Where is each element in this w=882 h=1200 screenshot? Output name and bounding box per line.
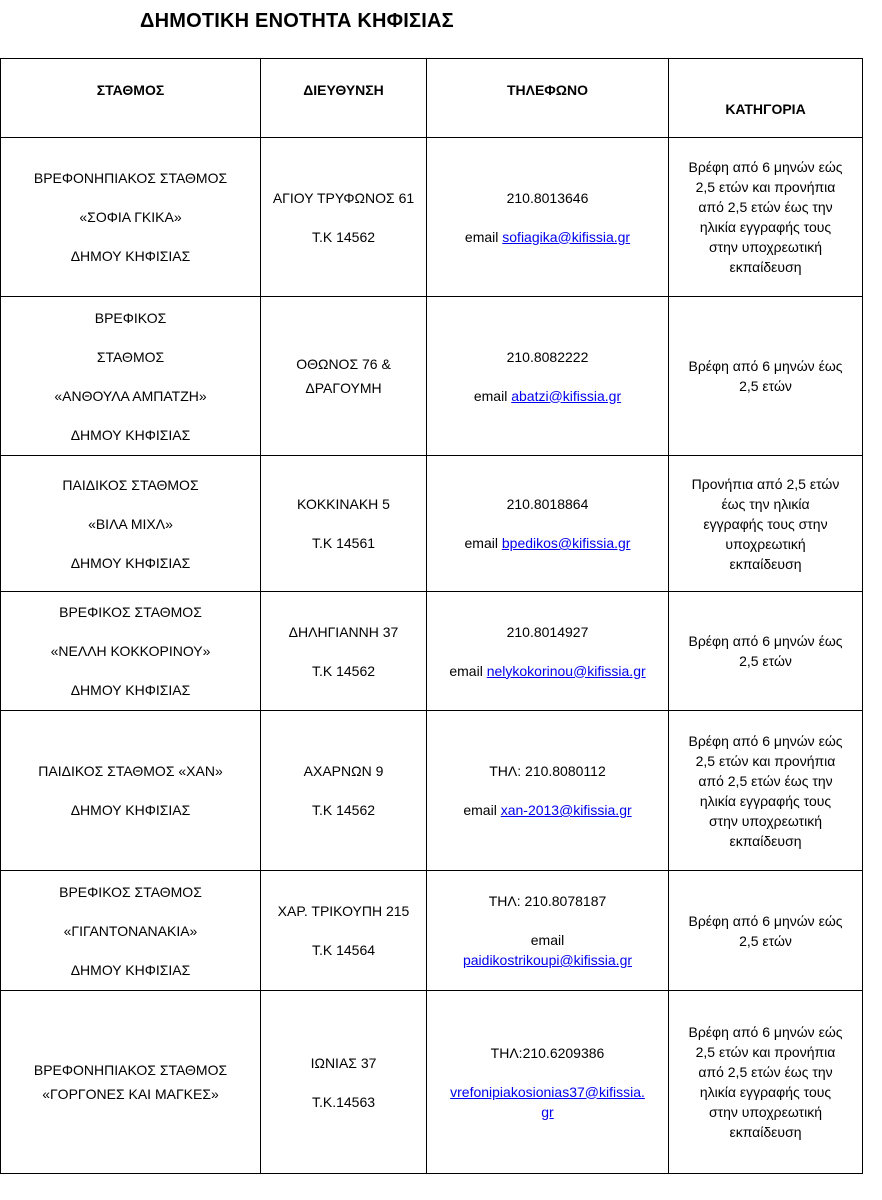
table-row [1, 991, 863, 1174]
phone-cell: 210.8013646 email sofiagika@kifissia.gr [427, 138, 669, 297]
header-category: ΚΑΤΗΓΟΡΙΑ [669, 59, 863, 138]
email-link[interactable]: nelykokorinou@kifissia.gr [486, 662, 646, 679]
station-cell: ΠΑΙΔΙΚΟΣ ΣΤΑΘΜΟΣ «ΒΙΛΑ ΜΙΧΛ» ΔΗΜΟΥ ΚΗΦΙΣΙΑΣ [1, 456, 261, 592]
header-row [1, 59, 863, 138]
phone-number: ΤΗΛ: 210.8078187 [488, 893, 607, 909]
phone-number: 210.8018864 [506, 496, 589, 512]
category-cell: Βρέφη από 6 μηνών εώς 2,5 ετών και προνήπια από 2,5 ετών έως την ηλικία εγγραφής τους στην υποχρεωτική εκπαίδευση [669, 991, 863, 1174]
table-row [1, 297, 863, 456]
table-row [1, 456, 863, 592]
table-row [1, 592, 863, 711]
phone-number: 210.8013646 [506, 189, 589, 206]
address-cell: ΑΓΙΟΥ ΤΡΥΦΩΝΟΣ 61 Τ.Κ 14562 [261, 138, 427, 297]
email-link[interactable]: sofiagika@kifissia.gr [502, 228, 631, 245]
address-cell: ΚΟΚΚΙΝΑΚΗ 5 Τ.Κ 14561 [261, 456, 427, 592]
phone-number: 210.8082222 [506, 348, 589, 365]
phone-cell: 210.8082222 email abatzi@kifissia.gr [427, 297, 669, 456]
address-cell: ΧΑΡ. ΤΡΙΚΟΥΠΗ 215 Τ.Κ 14564 [261, 871, 427, 991]
station-cell: ΒΡΕΦΟΝΗΠΙΑΚΟΣ ΣΤΑΘΜΟΣ «ΣΟΦΙΑ ΓΚΙΚΑ» ΔΗΜΟΥ ΚΗΦΙΣΙΑΣ [1, 138, 261, 297]
category-cell: Βρέφη από 6 μηνών εώς 2,5 ετών [669, 871, 863, 991]
category-cell: Βρέφη από 6 μηνών έως 2,5 ετών [669, 592, 863, 711]
header-phone: ΤΗΛΕΦΩΝΟ [427, 59, 669, 138]
phone-cell: ΤΗΛ: 210.8080112 email xan-2013@kifissia.gr [427, 711, 669, 871]
email-link[interactable]: abatzi@kifissia.gr [511, 387, 622, 404]
phone-cell: 210.8018864 email bpedikos@kifissia.gr [427, 456, 669, 592]
category-cell: Βρέφη από 6 μηνών εώς 2,5 ετών και προνήπια από 2,5 ετών έως την ηλικία εγγραφής τους στην υποχρεωτική εκπαίδευση [669, 711, 863, 871]
station-cell: ΒΡΕΦΟΝΗΠΙΑΚΟΣ ΣΤΑΘΜΟΣ «ΓΟΡΓΟΝΕΣ ΚΑΙ ΜΑΓΚΕΣ» [1, 991, 261, 1174]
category-cell: Βρέφη από 6 μηνών έως 2,5 ετών [669, 297, 863, 456]
phone-number: ΤΗΛ:210.6209386 [490, 1044, 605, 1061]
nurseries-table [0, 58, 863, 1174]
address-cell: ΔΗΛΗΓΙΑΝΝΗ 37 Τ.Κ 14562 [261, 592, 427, 711]
header-address: ΔΙΕΥΘΥΝΣΗ [261, 59, 427, 138]
category-cell: Βρέφη από 6 μηνών εώς 2,5 ετών και προνήπια από 2,5 ετών έως την ηλικία εγγραφής τους στην υποχρεωτική εκπαίδευση [669, 138, 863, 297]
page-title: ΔΗΜΟΤΙΚΗ ΕΝΟΤΗΤΑ ΚΗΦΙΣΙΑΣ [140, 10, 454, 32]
table-row [1, 138, 863, 297]
table-row [1, 871, 863, 991]
address-cell: ΙΩΝΙΑΣ 37 Τ.Κ.14563 [261, 991, 427, 1174]
address-cell: ΟΘΩΝΟΣ 76 & ΔΡΑΓΟΥΜΗ [261, 297, 427, 456]
table-row [1, 711, 863, 871]
phone-cell: ΤΗΛ: 210.8078187 email paidikostrikoupi@kifissia.gr [427, 871, 669, 991]
station-cell: ΒΡΕΦΙΚΟΣ ΣΤΑΘΜΟΣ «ΑΝΘΟΥΛΑ ΑΜΠΑΤΖΗ» ΔΗΜΟΥ ΚΗΦΙΣΙΑΣ [1, 297, 261, 456]
phone-number: 210.8014927 [506, 623, 589, 640]
address-cell: ΑΧΑΡΝΩΝ 9 Τ.Κ 14562 [261, 711, 427, 871]
station-cell: ΒΡΕΦΙΚΟΣ ΣΤΑΘΜΟΣ «ΓΙΓΑΝΤΟΝΑΝΑΚΙΑ» ΔΗΜΟΥ ΚΗΦΙΣΙΑΣ [1, 871, 261, 991]
header-station: ΣΤΑΘΜΟΣ [1, 59, 261, 138]
category-cell: Προνήπια από 2,5 ετών έως την ηλικία εγγραφής τους στην υποχρεωτική εκπαίδευση [669, 456, 863, 592]
email-link[interactable]: bpedikos@kifissia.gr [501, 535, 631, 551]
email-link[interactable]: xan-2013@kifissia.gr [500, 802, 632, 818]
station-cell: ΒΡΕΦΙΚΟΣ ΣΤΑΘΜΟΣ «ΝΕΛΛΗ ΚΟΚΚΟΡΙΝΟΥ» ΔΗΜΟΥ ΚΗΦΙΣΙΑΣ [1, 592, 261, 711]
station-cell: ΠΑΙΔΙΚΟΣ ΣΤΑΘΜΟΣ «ΧΑΝ» ΔΗΜΟΥ ΚΗΦΙΣΙΑΣ [1, 711, 261, 871]
email-link[interactable]: vrefonipiakosionias37@kifissia. gr [450, 1083, 645, 1120]
phone-cell: 210.8014927 email nelykokorinou@kifissia.gr [427, 592, 669, 711]
phone-number: ΤΗΛ: 210.8080112 [489, 763, 606, 779]
email-link[interactable]: paidikostrikoupi@kifissia.gr [462, 952, 633, 968]
phone-cell [427, 991, 669, 1174]
